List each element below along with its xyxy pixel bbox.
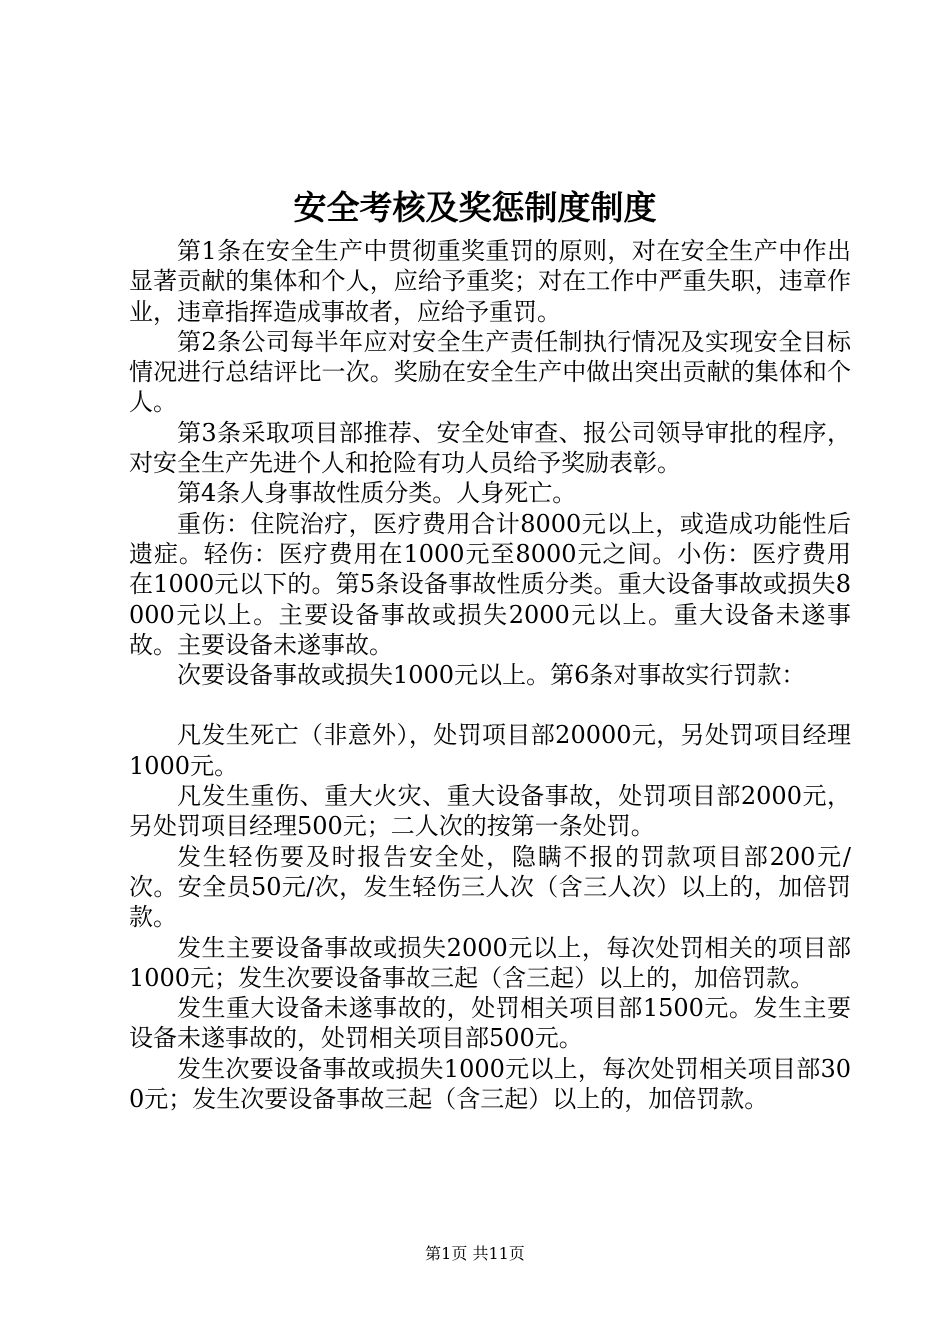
paragraph-minor-injury-penalty: 发生轻伤要及时报告安全处，隐瞒不报的罚款项目部200元/次。安全员50元/次，发生轻伤三人次（含三人次）以上的，加倍罚款。 [129, 842, 851, 932]
paragraph-article-1: 第1条在安全生产中贯彻重奖重罚的原则，对在安全生产中作出显著贡献的集体和个人，应给予重奖；对在工作中严重失职，违章作业，违章指挥造成事故者，应给予重罚。 [129, 237, 851, 326]
paragraph-article-6: 次要设备事故或损失1000元以上。第6条对事故实行罚款： [177, 661, 806, 690]
paragraph-major-equipment-penalty: 发生主要设备事故或损失2000元以上，每次处罚相关的项目部1000元；发生次要设备事故三起（含三起）以上的，加倍罚款。 [129, 933, 851, 992]
document-body [129, 236, 851, 1114]
paragraph-near-miss-penalty: 发生重大设备未遂事故的，处罚相关项目部1500元。发生主要设备未遂事故的，处罚相关项目部500元。 [129, 994, 851, 1053]
paragraph-injury-classification: 重伤：住院治疗，医疗费用合计8000元以上，或造成功能性后遗症。轻伤：医疗费用在1000元至8000元之间。小伤：医疗费用在1000元以下的。第5条设备事故性质分类。重大设备事故或损失8000元以上。主要设备事故或损失2000元以上。重大设备未遂事故。主要设备未遂事故。 [129, 509, 851, 659]
paragraph-minor-equipment-penalty: 发生次要设备事故或损失1000元以上，每次处罚相关项目部300元；发生次要设备事故三起（含三起）以上的，加倍罚款。 [129, 1054, 851, 1114]
paragraph-article-2: 第2条公司每半年应对安全生产责任制执行情况及实现安全目标情况进行总结评比一次。奖励在安全生产中做出突出贡献的集体和个人。 [129, 327, 851, 417]
page-number-footer: 第1页 共11页 [425, 1244, 525, 1263]
paragraph-article-4: 第4条人身事故性质分类。人身死亡。 [177, 479, 577, 508]
paragraph-death-penalty: 凡发生死亡（非意外），处罚项目部20000元，另处罚项目经理1000元。 [129, 721, 851, 780]
document-title: 安全考核及奖惩制度制度 [293, 188, 657, 227]
paragraph-article-3: 第3条采取项目部推荐、安全处审查、报公司领导审批的程序，对安全生产先进个人和抢险有功人员给予奖励表彰。 [129, 418, 851, 478]
paragraph-serious-injury-penalty: 凡发生重伤、重大火灾、重大设备事故，处罚项目部2000元，另处罚项目经理500元；二人次的按第一条处罚。 [129, 782, 851, 841]
